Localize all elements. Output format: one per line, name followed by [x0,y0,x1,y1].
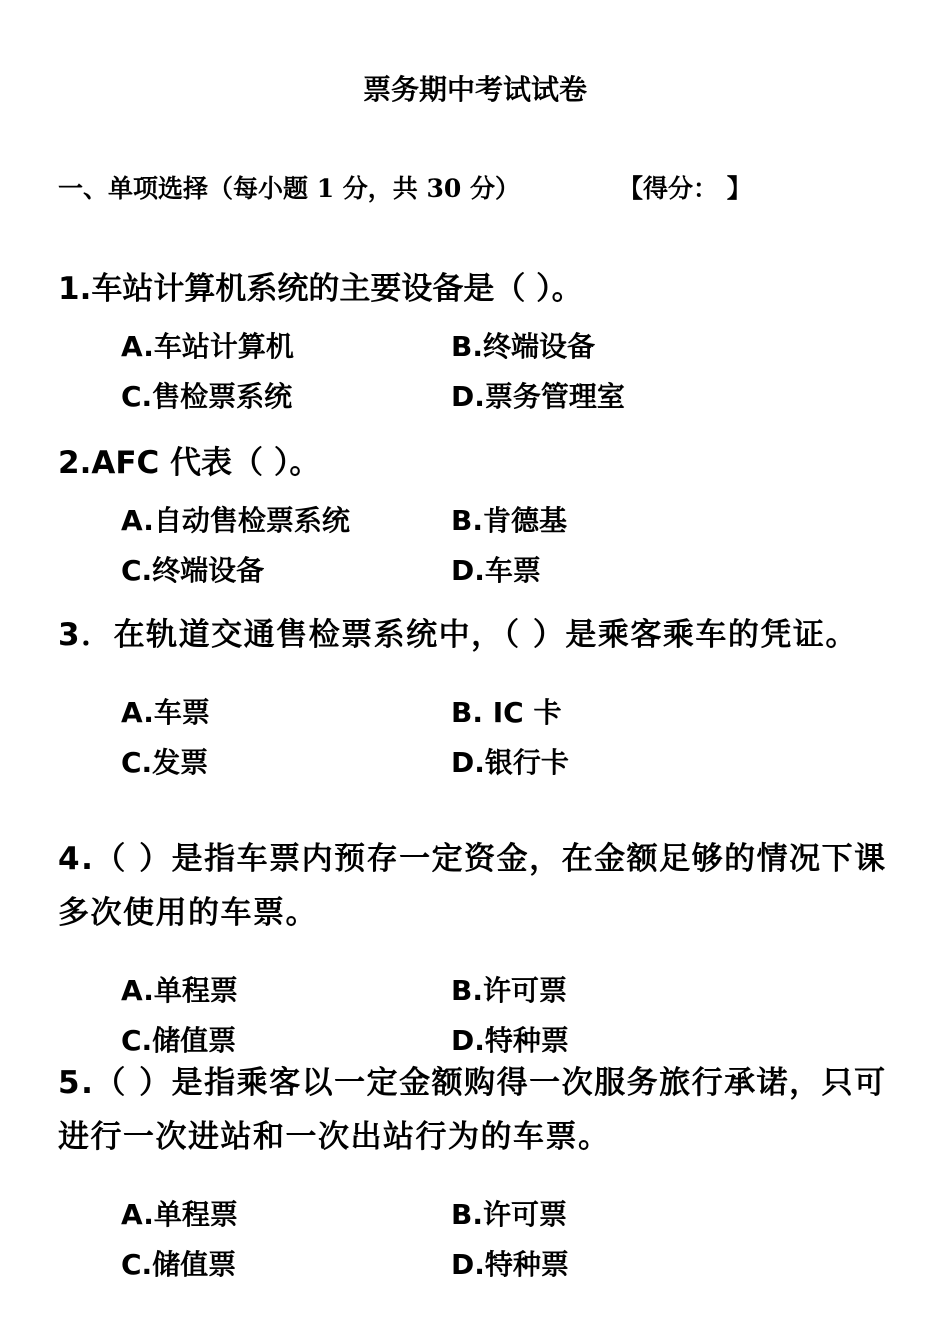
options-group [121,966,918,1066]
option-b: B.许可票 [451,974,567,1007]
question-2 [58,436,918,596]
option-d: D.特种票 [451,1248,569,1281]
option-b: B.终端设备 [451,330,595,363]
option-d: D.银行卡 [451,746,569,779]
option-a: A.自动售检票系统 [121,504,350,537]
option-d: D.车票 [451,554,541,587]
option-b: B.许可票 [451,1198,567,1231]
question-stem: 3．在轨道交通售检票系统中，（ ）是乘客乘车的凭证。 [58,617,858,653]
question-stem: 2.AFC 代表（ ）。 [58,445,321,481]
option-a: A.单程票 [121,1198,238,1231]
option-c: C.储值票 [121,1248,237,1281]
question-stem: 1.车站计算机系统的主要设备是（ ）。 [58,271,583,307]
option-d: D.特种票 [451,1024,569,1057]
question-3 [58,608,918,788]
question-stem: 4.（ ）是指车票内预存一定资金，在金额足够的情况下课多次使用的车票。 [58,841,887,931]
question-stem: 5.（ ）是指乘客以一定金额购得一次服务旅行承诺，只可进行一次进站和一次出站行为的车票。 [58,1065,887,1155]
section-heading: 一、单项选择（每小题 1 分，共 30 分） [58,174,521,203]
options-group [121,1190,918,1290]
option-c: C.终端设备 [121,554,265,587]
question-1 [58,262,918,422]
options-group [121,496,918,596]
option-a: A.车票 [121,696,210,729]
option-d: D.票务管理室 [451,380,625,413]
section-header [58,168,918,210]
option-c: C.售检票系统 [121,380,293,413]
options-group [121,688,918,788]
options-group [121,322,918,422]
question-5 [58,1056,918,1290]
option-b: B.肯德基 [451,504,567,537]
option-c: C.发票 [121,746,209,779]
option-b: B. IC 卡 [451,696,562,729]
page-title: 票务期中考试试卷 [362,73,587,106]
option-a: A.单程票 [121,974,238,1007]
score-label: 【得分： 】 [618,174,752,203]
question-4 [58,832,918,1066]
option-c: C.储值票 [121,1024,237,1057]
option-a: A.车站计算机 [121,330,294,363]
